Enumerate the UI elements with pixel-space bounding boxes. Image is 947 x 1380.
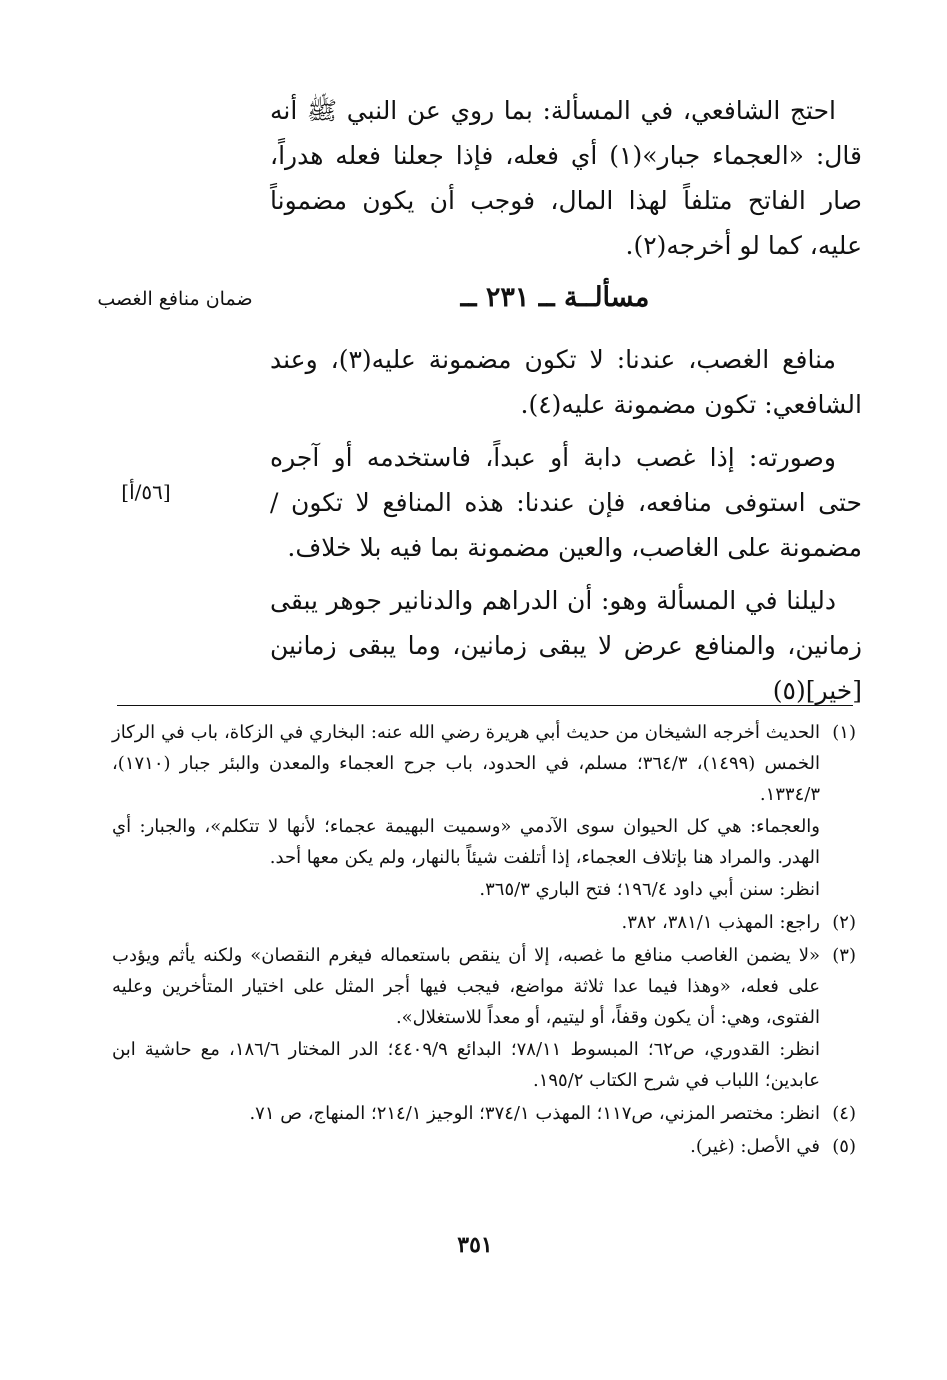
paragraph-example: وصورته: إذا غصب دابة أو عبداً، فاستخدمه أو آجره حتى استوفى منافعه، فإن عندنا: هذه المنافع لا تكون / مضمونة على الغاصب، والعين مضمونة بما فيه بلا خلاف.: [270, 443, 862, 562]
footnote-text: «لا يضمن الغاصب منافع ما غصبه، إلا أن ينقص باستعماله فيغرم النقصان» ولكنه يأثم ويؤدب على فعله، «وهذا فيما عدا ثلاثة مواضع، فيجب فيها أجر المثل على اختيار المتأخرين وعليه الفتوى، وهي: أن يكون وقفاً، أو ليتيم، أو معداً للاستغلال».: [112, 945, 821, 1028]
footnote-3: [112, 940, 856, 1096]
footnote-text: الحديث أخرجه الشيخان من حديث أبي هريرة رضي الله عنه: البخاري في الزكاة، باب في الركاز الخمس (١٤٩٩)، ٣٦٤/٣؛ مسلم، في الحدود، باب جرح العجماء والمعدن والبئر جبار (١٧١٠)، ١٣٣٤/٣.: [112, 722, 821, 805]
footnote-text: انظر: سنن أبي داود ١٩٦/٤؛ فتح الباري ٣٦٥/٣.: [479, 879, 820, 900]
footnote-divider: [117, 705, 853, 706]
footnote-4: [112, 1098, 856, 1129]
manuscript-folio-ref: [٥٦/أ]: [121, 480, 171, 504]
footnote-number: (٤): [832, 1103, 856, 1124]
footnote-text: والعجماء: هي كل الحيوان سوى الآدمي «وسميت البهيمة عجماء؛ لأنها لا تتكلم»، والجبار: أي الهدر. والمراد هنا بإتلاف العجماء، إذا أتلفت شيئاً بالنهار، ولم يكن معها أحد.: [112, 816, 820, 868]
footnote-5: [112, 1131, 856, 1162]
footnote-2: [112, 907, 856, 938]
footnote-1: [112, 717, 856, 905]
page-number: ٣٥١: [457, 1232, 493, 1258]
footnote-number: (٥): [832, 1136, 856, 1157]
paragraph-shafii-argument: احتج الشافعي، في المسألة: بما روي عن النبي ﷺ أنه قال: «العجماء جبار»(١) أي فعله، فإذا جعلنا فعله هدراً، صار الفاتح متلفاً لهذا المال، فوجب أن يكون مضموناً عليه، كما لو أخرجه(٢).: [270, 96, 862, 260]
footnote-text: راجع: المهذب ٣٨١/١، ٣٨٢.: [621, 912, 820, 933]
footnote-number: (١): [832, 722, 856, 743]
section-heading: مسألــة ــ ٢٣١ ــ: [460, 282, 650, 313]
section-body: [270, 337, 862, 713]
paragraph-ruling: منافع الغصب، عندنا: لا تكون مضمونة عليه(٣)، وعند الشافعي: تكون مضمونة عليه(٤).: [270, 345, 862, 419]
footnote-text: في الأصل: (غير).: [690, 1136, 820, 1157]
footnote-text: انظر: مختصر المزني، ص١١٧؛ المهذب ٣٧٤/١؛ الوجيز ٢١٤/١؛ المنهاج، ص ٧١.: [249, 1103, 820, 1124]
opening-text: [270, 88, 862, 276]
footnotes: [112, 717, 856, 1164]
margin-title: ضمان منافع الغصب: [97, 288, 253, 310]
footnote-number: (٢): [832, 912, 856, 933]
footnote-text: انظر: القدوري، ص٦٢؛ المبسوط ٧٨/١١؛ البدائع ٤٤٠٩/٩؛ الدر المختار ١٨٦/٦، مع حاشية ابن عابدين؛ اللباب في شرح الكتاب ١٩٥/٢.: [112, 1039, 821, 1091]
footnote-number: (٣): [832, 945, 856, 966]
paragraph-evidence: دليلنا في المسألة وهو: أن الدراهم والدنانير جوهر يبقى زمانين، والمنافع عرض لا يبقى زمانين، وما يبقى زمانين [خير](٥): [270, 586, 862, 705]
